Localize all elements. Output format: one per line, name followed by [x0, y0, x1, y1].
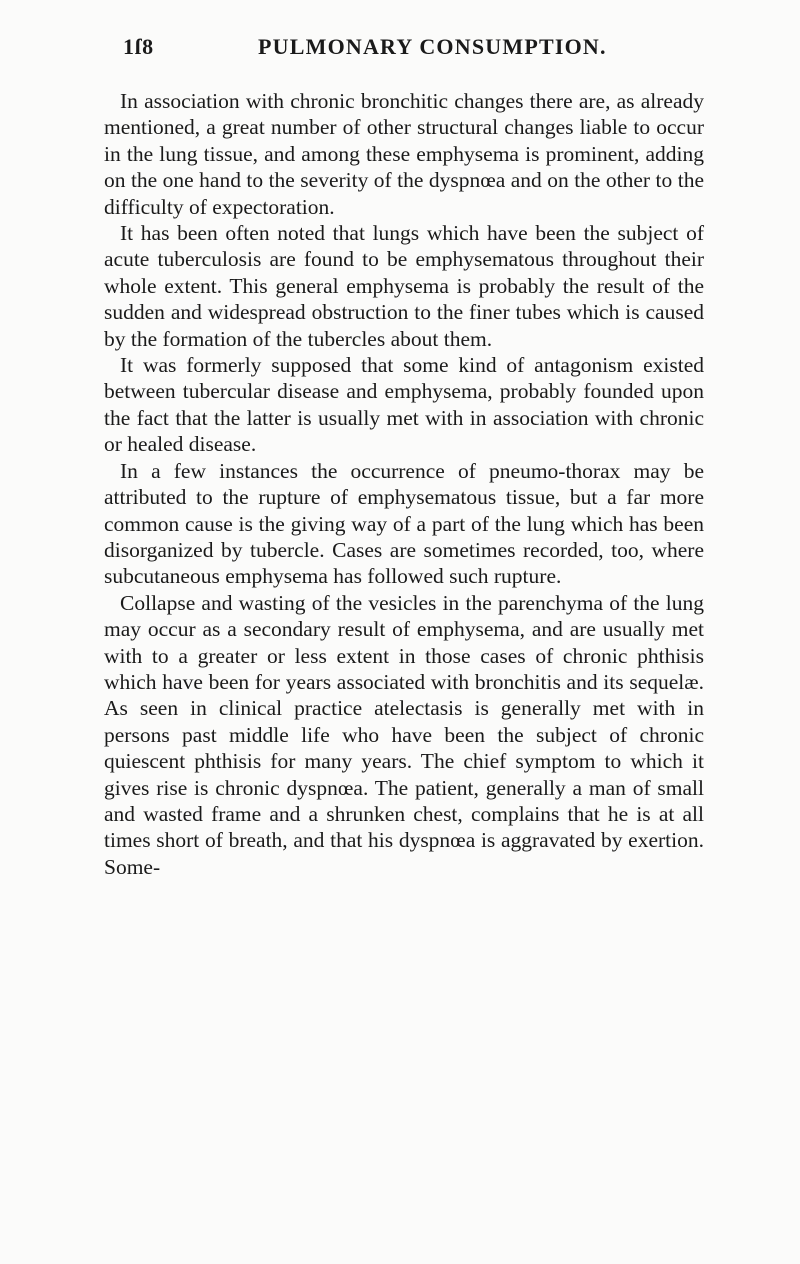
page-number: 1ſ8 — [123, 34, 155, 59]
running-title: PULMONARY CONSUMPTION. — [258, 34, 607, 59]
body-text — [104, 88, 704, 880]
paragraph-collapse-atelectasis: Collapse and wasting of the vesicles in the parenchyma of the lung may occur as a secondary result of emphysema, and are usually met with to a greater or less extent in those cases of chronic phthisis which have been for years associated with bronchitis and its sequelæ. As seen in clinical practice atelectasis is generally met with in persons past middle life who have been the subject of chronic quiescent phthisis for many years. The chief symptom to which it gives rise is chronic dyspnœa. The patient, generally a man of small and wasted frame and a shrunken chest, complains that he is at all times short of breath, and that his dyspnœa is aggravated by exertion. Some- — [104, 590, 704, 879]
paragraph-emphysema-bronchitis: In association with chronic bronchitic changes there are, as already mentioned, a great number of other structural changes liable to occur in the lung tissue, and among these emphysema is prominent, adding on the one hand to the severity of the dyspnœa and on the other to the difficulty of expectoration. — [104, 89, 704, 219]
paragraph-antagonism: It was formerly supposed that some kind of antagonism existed between tubercular disease and emphysema, probably founded upon the fact that the latter is usually met with in association with chronic or healed disease. — [104, 353, 704, 457]
paragraph-acute-tuberculosis: It has been often noted that lungs which have been the subject of acute tuberculosis are found to be emphysematous throughout their whole extent. This general emphysema is probably the result of the sudden and widespread obstruction to the finer tubes which is caused by the formation of the tubercles about them. — [104, 221, 704, 351]
paragraph-pneumothorax: In a few instances the occurrence of pneumo-thorax may be attributed to the rupture of emphysematous tissue, but a far more common cause is the giving way of a part of the lung which has been disorganized by tubercle. Cases are sometimes recorded, too, where subcutaneous emphysema has followed such rupture. — [104, 458, 704, 589]
page-header — [0, 34, 800, 62]
